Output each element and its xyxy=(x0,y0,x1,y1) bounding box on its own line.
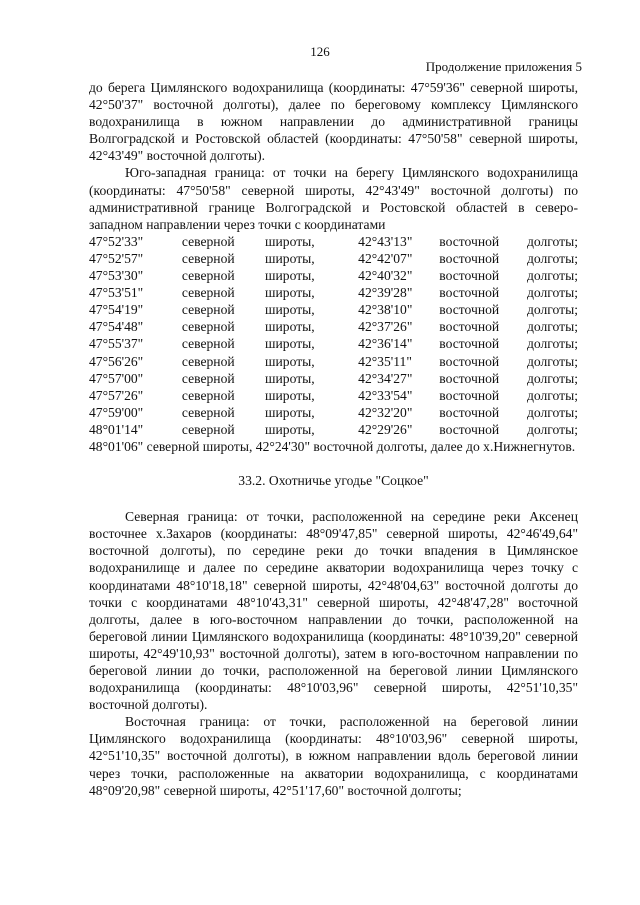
coord-lon-word: восточной xyxy=(439,421,500,437)
coord-lat-suffix: широты, xyxy=(265,421,315,437)
coord-lon: 42°33'54" xyxy=(358,387,413,403)
document-body xyxy=(89,79,578,799)
coord-lat-suffix: широты, xyxy=(265,250,315,266)
coord-lon-word: восточной xyxy=(439,336,500,352)
paragraph-north-border: Северная граница: от точки, расположенной на середине реки Аксенец восточнее х.Захаров (координаты: 48°09'47,85" северной широты, 42°46'49,64" восточной долготы), по середине реки до точки впадения в Цимлянское водохранилище и далее по середине акватории водохранилища через точку с координатами 48°10'18,18" северной широты, 42°48'04,63" восточной долготы до точки с координатами 48°10'43,31" северной широты, 42°48'47,28" восточной долготы, далее в юго-восточном направлении до точки, расположенной на береговой линии Цимлянского водохранилища (координаты: 48°10'39,20" северной широты, 42°49'10,93" восточной долготы), затем в юго-восточном направлении по береговой линии до точки, расположенной на береговой линии Цимлянского водохранилища (координаты: 48°10'03,96" северной широты, 42°51'10,35" восточной долготы). xyxy=(89,509,578,713)
page-number: 126 xyxy=(310,44,330,59)
coord-lat: 47°59'00" xyxy=(89,404,144,420)
coord-lon-suffix: долготы; xyxy=(526,268,578,284)
coordinate-row xyxy=(89,318,578,335)
coord-lon: 42°37'26" xyxy=(358,319,413,335)
coord-lat: 47°55'37" xyxy=(89,336,144,352)
coord-lat-suffix: широты, xyxy=(265,404,315,420)
coord-lat: 47°52'33" xyxy=(89,233,144,249)
coord-lon-word: восточной xyxy=(439,353,500,369)
coordinate-row xyxy=(89,267,578,284)
coord-lon: 42°40'32" xyxy=(358,268,413,284)
paragraph-1: до берега Цимлянского водохранилища (координаты: 47°59'36" северной широты, 42°50'37" восточной долготы), далее по береговому комплексу Цимлянского водохранилища в южном направлении до административной границы Волгоградской и Ростовской областей (координаты: 47°50'58" северной широты, 42°43'49" восточной долготы). xyxy=(89,80,578,164)
coord-lon-suffix: долготы; xyxy=(526,319,578,335)
coord-lon-word: восточной xyxy=(439,268,500,284)
coord-lat: 48°01'14" xyxy=(89,421,144,437)
coord-lon-suffix: долготы; xyxy=(526,387,578,403)
coord-lat-word: северной xyxy=(181,353,235,369)
coord-lon: 42°29'26" xyxy=(358,421,413,437)
coord-lon: 42°38'10" xyxy=(358,302,413,318)
coordinate-row xyxy=(89,421,578,438)
coord-lon: 42°43'13" xyxy=(358,233,413,249)
coord-lat: 47°53'30" xyxy=(89,268,144,284)
coordinate-row xyxy=(89,250,578,267)
paragraph-east-border: Восточная граница: от точки, расположенной на береговой линии Цимлянского водохранилища (координаты: 48°10'03,96" северной широты, 42°51'10,35" восточной долготы), в южном направлении вдоль береговой линии через точки, расположенные на акватории водохранилища, с координатами 48°09'20,98" северной широты, 42°51'17,60" восточной долготы; xyxy=(89,714,578,798)
coordinate-row xyxy=(89,387,578,404)
coord-lon-suffix: долготы; xyxy=(526,353,578,369)
coord-lat: 47°52'57" xyxy=(89,250,144,266)
coord-lat: 47°54'48" xyxy=(89,319,144,335)
coord-lon: 42°34'27" xyxy=(358,370,413,386)
coordinate-row xyxy=(89,301,578,318)
coord-lon: 42°32'20" xyxy=(358,404,413,420)
coord-lat-suffix: широты, xyxy=(265,233,315,249)
coord-lon: 42°42'07" xyxy=(358,250,413,266)
coord-lat: 47°53'51" xyxy=(89,285,144,301)
coord-lon-suffix: долготы; xyxy=(526,421,578,437)
coord-lon-suffix: долготы; xyxy=(526,370,578,386)
coord-lat-word: северной xyxy=(181,336,235,352)
coordinate-row xyxy=(89,370,578,387)
coord-lat-word: северной xyxy=(181,370,235,386)
coord-lat: 47°54'19" xyxy=(89,302,144,318)
coord-lat-word: северной xyxy=(181,302,235,318)
coord-lat-suffix: широты, xyxy=(265,302,315,318)
coord-lon-suffix: долготы; xyxy=(526,302,578,318)
coord-lat-suffix: широты, xyxy=(265,370,315,386)
coord-lat: 47°56'26" xyxy=(89,353,144,369)
coordinate-row xyxy=(89,233,578,250)
coordinate-row xyxy=(89,353,578,370)
coord-lon: 42°39'28" xyxy=(358,285,413,301)
coord-lat-suffix: широты, xyxy=(265,319,315,335)
coord-lat-word: северной xyxy=(181,250,235,266)
continuation-note: Продолжение приложения 5 xyxy=(425,59,582,74)
coord-lon-word: восточной xyxy=(439,387,500,403)
coordinate-row xyxy=(89,284,578,301)
coord-lat-suffix: широты, xyxy=(265,336,315,352)
paragraph-southwest-tail: 48°01'06" северной широты, 42°24'30" восточной долготы, далее до х.Нижнегнутов. xyxy=(89,438,576,454)
coord-lon-suffix: долготы; xyxy=(526,336,578,352)
coord-lat-word: северной xyxy=(181,268,235,284)
coord-lat-word: северной xyxy=(181,404,235,420)
coord-lat-suffix: широты, xyxy=(265,268,315,284)
coordinates-list xyxy=(89,233,578,438)
coord-lat-word: северной xyxy=(181,421,235,437)
coord-lon: 42°35'11" xyxy=(358,353,412,369)
coord-lon-word: восточной xyxy=(439,319,500,335)
coord-lat-suffix: широты, xyxy=(265,353,315,369)
coord-lon-word: восточной xyxy=(439,404,500,420)
coord-lat: 47°57'00" xyxy=(89,370,144,386)
section-title: 33.2. Охотничье угодье "Соцкое" xyxy=(238,473,429,489)
coord-lon-suffix: долготы; xyxy=(526,250,578,266)
coord-lon-word: восточной xyxy=(439,370,500,386)
coordinate-row xyxy=(89,404,578,421)
coord-lat-word: северной xyxy=(181,233,235,249)
coord-lat-word: северной xyxy=(181,285,235,301)
coord-lat-suffix: широты, xyxy=(265,387,315,403)
coord-lon-word: восточной xyxy=(439,285,500,301)
coord-lon-word: восточной xyxy=(439,250,500,266)
coord-lon-suffix: долготы; xyxy=(526,285,578,301)
coord-lat: 47°57'26" xyxy=(89,387,144,403)
coord-lat-suffix: широты, xyxy=(265,285,315,301)
coord-lat-word: северной xyxy=(181,319,235,335)
paragraph-southwest-intro: Юго-западная граница: от точки на берегу Цимлянского водохранилища (координаты: 47°50'58" северной широты, 42°43'49" восточной долготы) по административной границе Волгоградской и Ростовской областей в северо-западном направлении через точки с координатами xyxy=(89,165,578,232)
coordinate-row xyxy=(89,335,578,352)
coord-lon-word: восточной xyxy=(439,302,500,318)
coord-lon-suffix: долготы; xyxy=(526,233,578,249)
coord-lat-word: северной xyxy=(181,387,235,403)
coord-lon-word: восточной xyxy=(439,233,500,249)
coord-lon: 42°36'14" xyxy=(358,336,413,352)
coord-lon-suffix: долготы; xyxy=(526,404,578,420)
